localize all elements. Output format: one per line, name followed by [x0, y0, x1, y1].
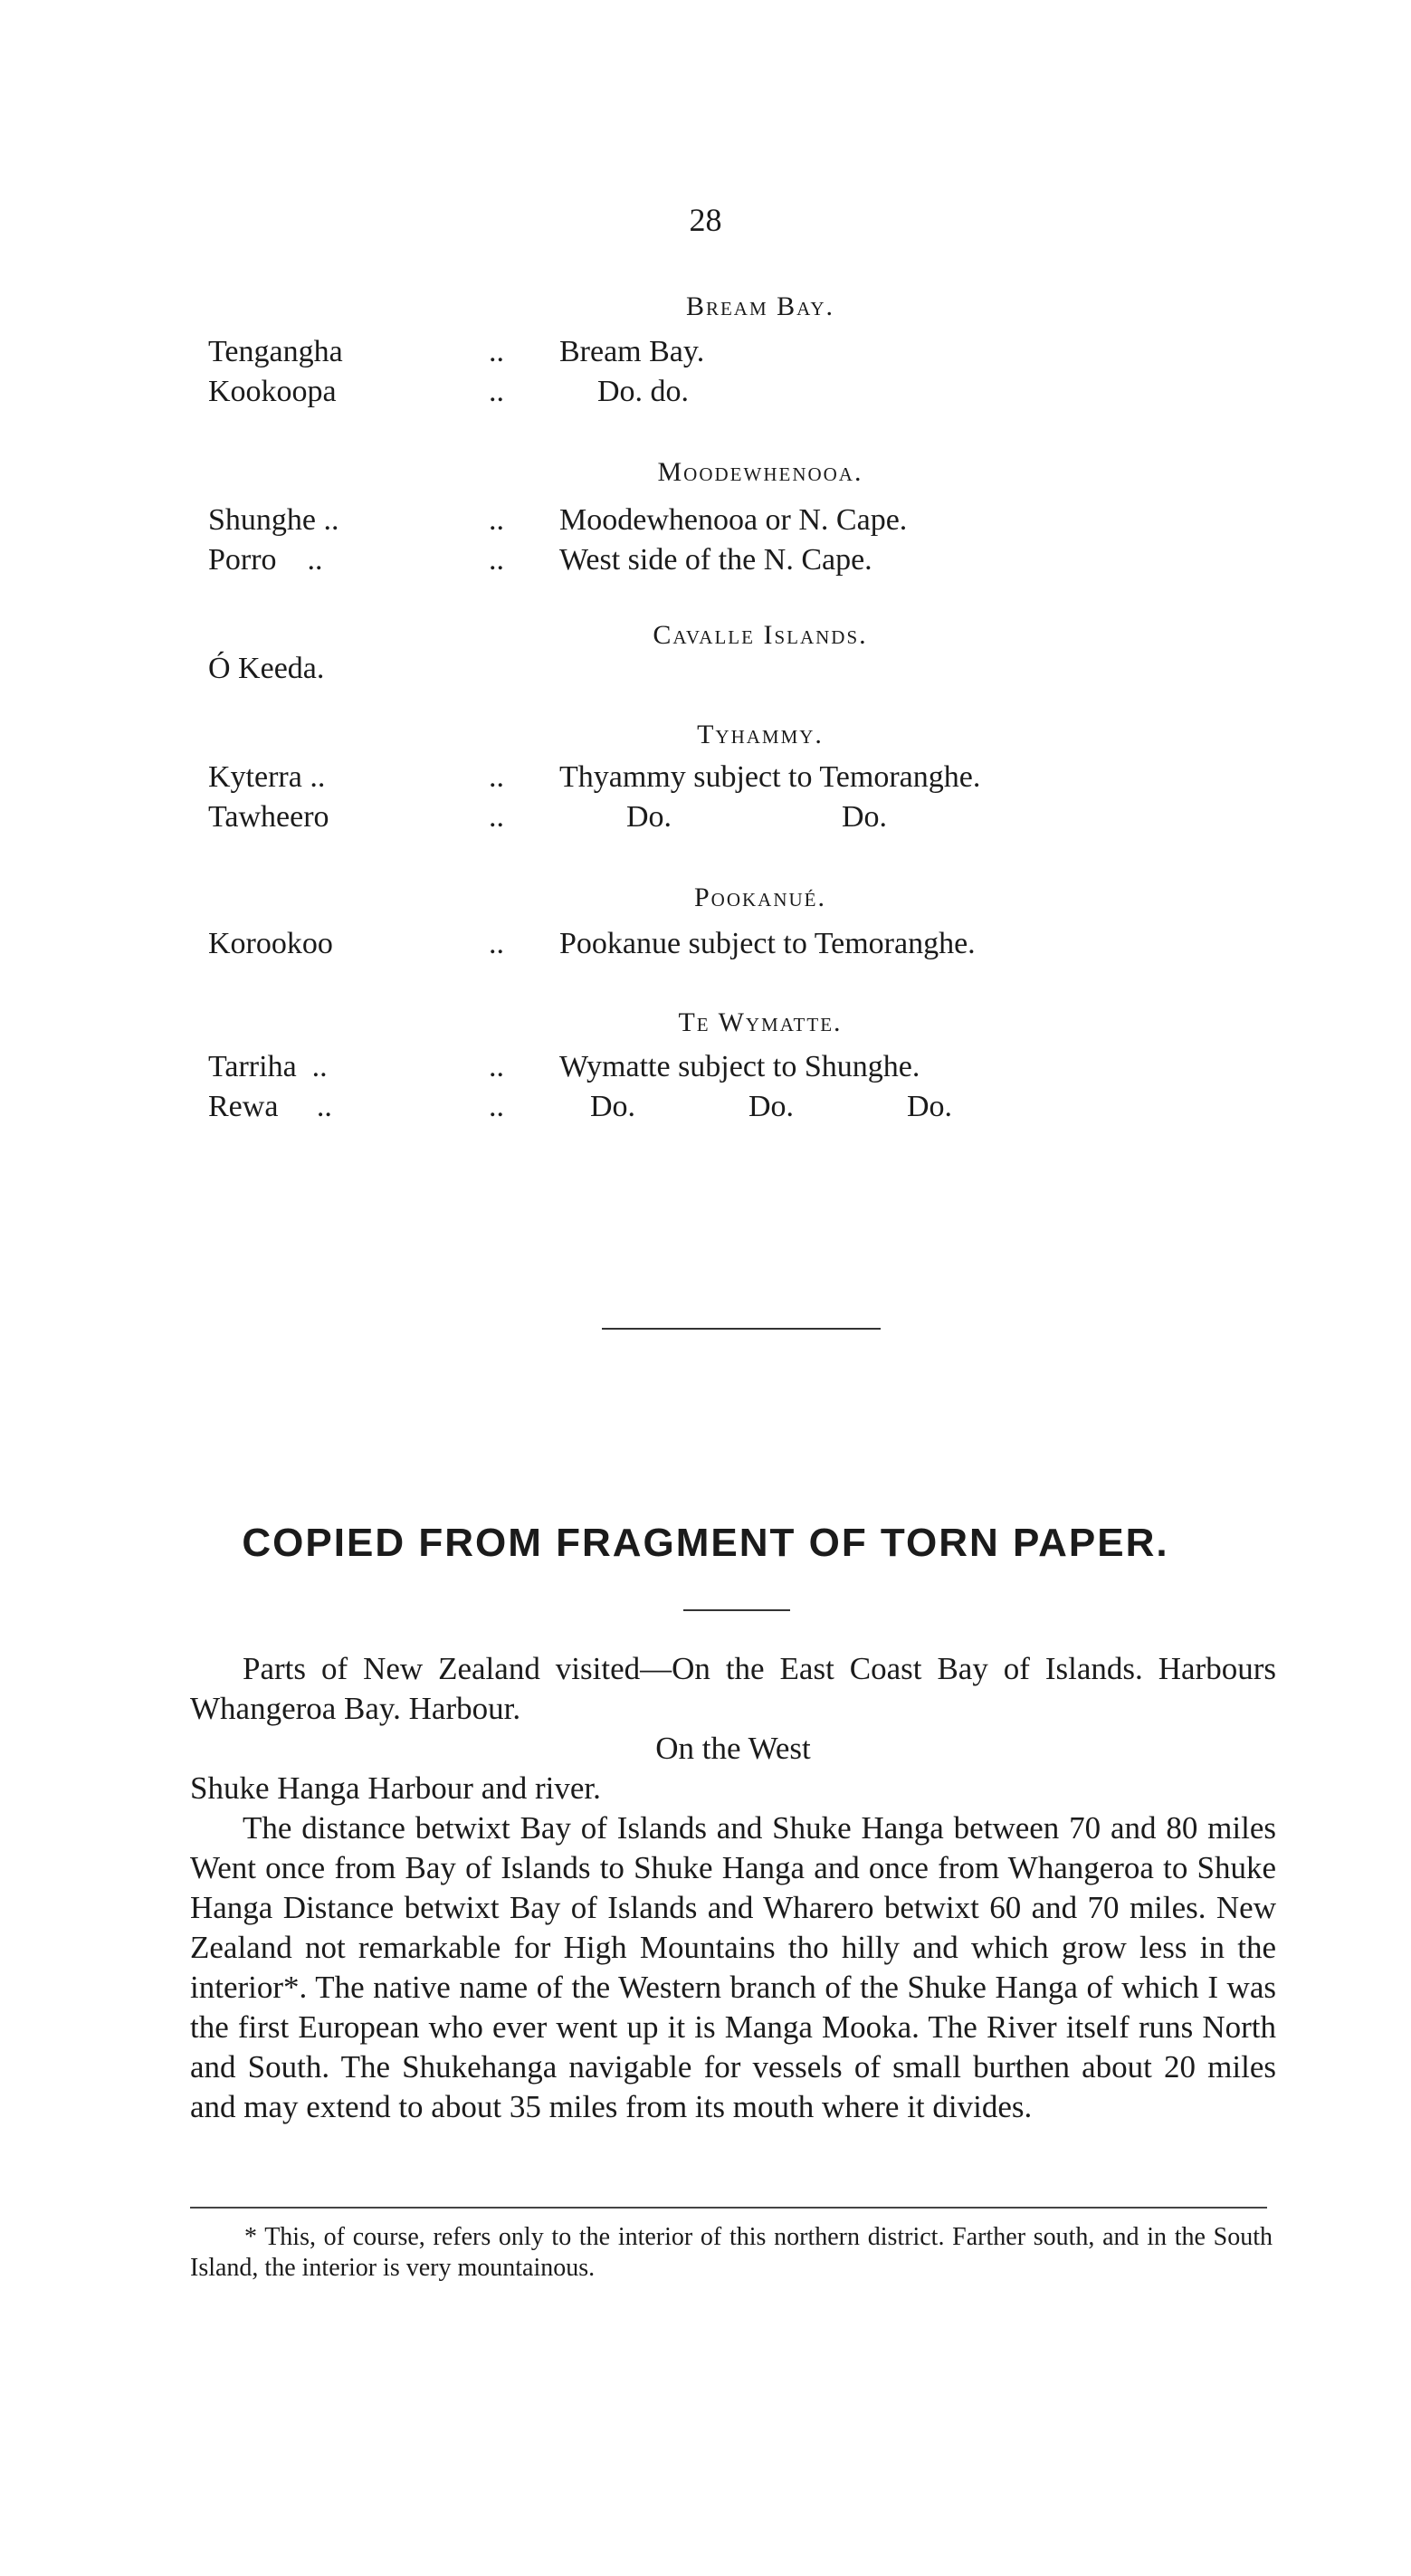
list-row [0, 927, 1411, 967]
list-row [0, 800, 1411, 840]
paragraph: The distance betwixt Bay of Islands and Shuke Hanga between 70 and 80 miles Went once from Bay of Islands to Shuke Hanga and once from Whangeroa to Shuke Hanga Distance betwixt Bay of Islands and Wharero betwixt 60 and 70 miles. New Zealand not remarkable for High Mountains tho hilly and which grow less in the interior*. The native name of the Western branch of the Shuke Hanga of which I was the first European who ever went up it is Manga Mooka. The River itself runs North and South. The Shukehanga navigable for vessels of small burthen about 20 miles and may extend to about 35 miles from its mouth where it divides. [190, 1810, 1276, 2124]
list-row [0, 652, 1411, 692]
leader-dots: .. [489, 335, 504, 368]
list-row [0, 375, 1411, 415]
place-name: Kyterra .. [208, 760, 326, 794]
list-row [0, 543, 1411, 583]
place-description: Bream Bay. [559, 335, 705, 368]
place-description [0, 800, 1411, 938]
place-description: Wymatte subject to Shunghe. [559, 1050, 920, 1083]
section-heading-cavalle-islands: Cavalle Islands. [653, 620, 868, 650]
place-description: Do. do. [597, 375, 690, 408]
section-heading-moodewhenooa: Moodewhenooa. [657, 457, 863, 487]
section-heading-pookanue: Pookanué. [693, 883, 826, 912]
place-description: Moodewhenooa or N. Cape. [559, 503, 908, 537]
ditto-mark: Do. [842, 800, 888, 834]
list-row [0, 1050, 1411, 1090]
paragraph: Parts of New Zealand visited—On the East Coast Bay of Islands. Harbours Whangeroa Bay. Harbour. [190, 1651, 1276, 1726]
place-name: Tengangha [208, 335, 343, 368]
place-name: Porro .. [208, 543, 323, 577]
section-heading-tyhammy: Tyhammy. [697, 720, 824, 749]
leader-dots: .. [489, 375, 504, 408]
paragraph: On the West [655, 1731, 811, 1766]
place-description: Pookanue subject to Temoranghe. [559, 927, 976, 960]
section-divider [602, 1328, 881, 1330]
ditto-mark: Do. [626, 800, 672, 834]
fragment-title: COPIED FROM FRAGMENT OF TORN PAPER. [242, 1521, 1169, 1565]
place-name: Shunghe .. [208, 503, 339, 537]
section-heading-te-wymatte: Te Wymatte. [678, 1007, 843, 1037]
ditto-mark: Do. [907, 1090, 953, 1123]
leader-dots: .. [489, 1090, 504, 1123]
place-name: Ó Keeda. [208, 652, 325, 685]
list-row [0, 335, 1411, 375]
place-description [0, 1090, 1411, 1262]
list-row [0, 760, 1411, 800]
place-name: Kookoopa [208, 375, 337, 408]
footnote-rule [190, 2207, 1267, 2209]
footnote [190, 2222, 1273, 2284]
list-row [0, 503, 1411, 543]
section-heading-bream-bay: Bream Bay. [685, 291, 835, 321]
leader-dots: .. [489, 760, 504, 794]
leader-dots: .. [489, 543, 504, 577]
fragment-body [190, 1649, 1276, 2127]
page-number: 28 [689, 202, 722, 238]
list-row [0, 1090, 1411, 1130]
place-name: Korookoo [208, 927, 333, 960]
place-description: Thyammy subject to Temoranghe. [559, 760, 981, 794]
place-description: West side of the N. Cape. [559, 543, 872, 577]
leader-dots: .. [489, 1050, 504, 1083]
title-rule [683, 1609, 790, 1611]
leader-dots: .. [489, 503, 504, 537]
leader-dots: .. [489, 800, 504, 834]
ditto-mark: Do. [748, 1090, 795, 1123]
footnote-text: * This, of course, refers only to the interior of this northern district. Farther south, and in the South Island, the interior is very mountainous. [190, 2223, 1273, 2282]
place-name: Tawheero [208, 800, 329, 834]
leader-dots: .. [489, 927, 504, 960]
ditto-mark: Do. [590, 1090, 636, 1123]
paragraph: Shuke Hanga Harbour and river. [190, 1770, 601, 1806]
place-name: Rewa .. [208, 1090, 332, 1123]
place-name: Tarriha .. [208, 1050, 328, 1083]
